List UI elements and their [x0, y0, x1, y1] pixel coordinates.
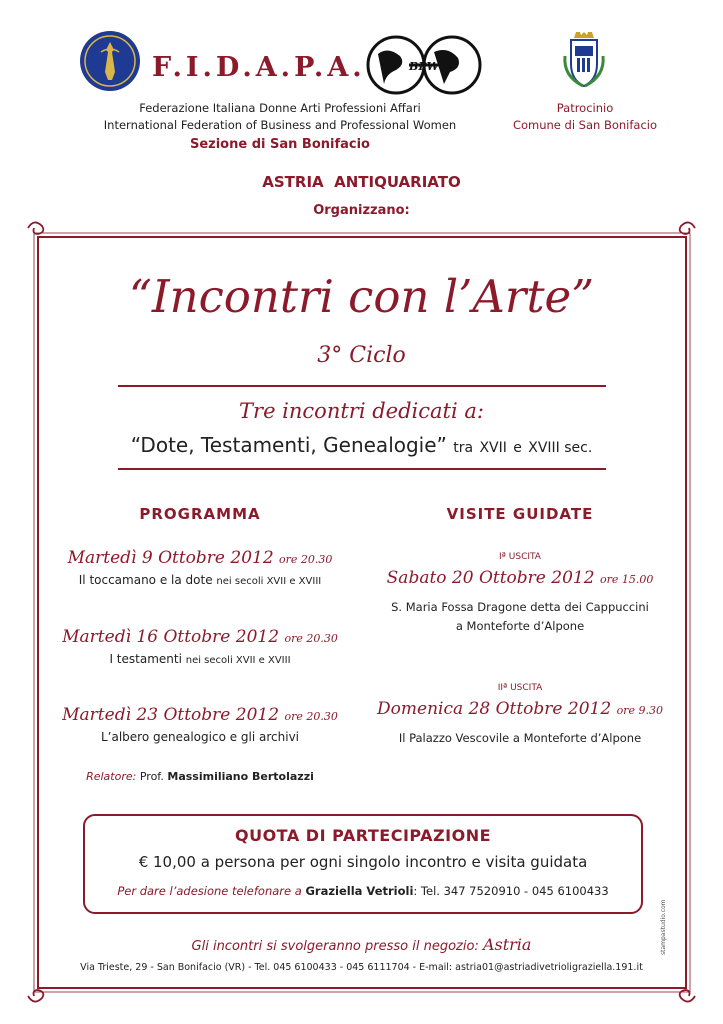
subtitle-tra: tra: [453, 440, 474, 456]
contact-pre: Per dare l’adesione telefonare a: [117, 884, 302, 898]
event-time: ore 20.30: [279, 553, 333, 566]
programma-heading: PROGRAMMA: [139, 505, 261, 523]
quota-contact: [83, 884, 643, 898]
subtitle-xviii: XVIII sec.: [528, 440, 593, 456]
visit-date: Sabato 20 Ottobre 2012: [386, 568, 595, 588]
visit-date: Domenica 28 Ottobre 2012: [377, 699, 612, 719]
contact-name: Graziella Vetrioli: [305, 884, 414, 898]
co-organizer: ASTRIA ANTIQUARIATO: [262, 173, 461, 191]
visit-label: Iª USCITA: [499, 552, 541, 562]
visite-heading: VISITE GUIDATE: [446, 505, 594, 523]
location-line: [40, 935, 683, 954]
visit-time: ore 15.00: [599, 573, 654, 586]
event-time: ore 20.30: [284, 710, 338, 723]
patronage-name: Comune di San Bonifacio: [512, 118, 658, 132]
subtitle-script: Tre incontri dedicati a:: [239, 399, 484, 423]
event-time: ore 20.30: [284, 632, 338, 645]
address-line: Via Trieste, 29 - San Bonifacio (VR) - Tel. 045 6100433 - 045 6111704 - E-mail: astria01@astriadivetrioligraziella.191.it: [80, 962, 643, 973]
event-3: [50, 705, 350, 744]
quota-heading: QUOTA DI PARTECIPAZIONE: [234, 826, 492, 845]
quota-price: € 10,00 a persona per ogni singolo incontro e visita guidata: [138, 853, 588, 871]
visit-place1: S. Maria Fossa Dragone detta dei Cappuccini: [391, 600, 649, 614]
location-pre: Gli incontri si svolgeranno presso il negozio:: [191, 939, 479, 954]
subtitle-e: e: [513, 440, 522, 456]
speaker-label: Relatore:: [86, 770, 137, 783]
visit-place1: Il Palazzo Vescovile a Monteforte d’Alpone: [398, 731, 642, 745]
visit-1: [370, 552, 670, 633]
visit-place2: a Monteforte d’Alpone: [455, 619, 585, 633]
cycle-label: 3° Ciclo: [317, 343, 406, 368]
event-date: Martedì 9 Ottobre 2012: [67, 548, 274, 568]
speaker-line: [50, 770, 350, 783]
patronage-label: Patrocinio: [556, 101, 614, 115]
event-topic: I testamenti: [109, 652, 182, 666]
event-date: Martedì 16 Ottobre 2012: [62, 627, 280, 647]
divider-top: [118, 385, 606, 387]
event-1: [50, 548, 350, 587]
event-suffix: nei secoli XVII e XVIII: [216, 576, 322, 587]
federation-name-it: Federazione Italiana Donne Arti Professioni Affari: [139, 101, 421, 115]
contact-post: : Tel. 347 7520910 - 045 6100433: [413, 884, 609, 898]
printer-credit: stampastudio.com: [660, 899, 667, 955]
event-topic: L’albero genealogico e gli archivi: [100, 730, 300, 744]
organize-label: Organizzano:: [313, 203, 410, 218]
visit-label: IIª USCITA: [497, 683, 543, 693]
speaker-name: Massimiliano Bertolazzi: [167, 770, 314, 783]
event-topic: Il toccamano e la dote: [78, 573, 213, 587]
fidapa-title: F.I.D.A.P.A.: [152, 52, 366, 83]
visit-2: [370, 683, 670, 745]
event-2: [50, 627, 350, 666]
divider-bottom: [118, 468, 606, 470]
subtitle-line: [40, 433, 683, 457]
federation-name-en: International Federation of Business and Professional Women: [103, 118, 457, 132]
subtitle-theme: “Dote, Testamenti, Genealogie”: [130, 433, 447, 457]
main-title: “Incontri con l’Arte”: [128, 270, 595, 323]
speaker-title: Prof.: [139, 770, 164, 783]
location-name: Astria: [482, 935, 532, 954]
event-suffix: nei secoli XVII e XVIII: [185, 655, 291, 666]
section-name: Sezione di San Bonifacio: [189, 137, 370, 152]
visit-time: ore 9.30: [616, 704, 663, 717]
event-date: Martedì 23 Ottobre 2012: [62, 705, 280, 725]
subtitle-xvii: XVII: [479, 440, 507, 456]
bpw-logo-text: BPW: [409, 60, 439, 73]
